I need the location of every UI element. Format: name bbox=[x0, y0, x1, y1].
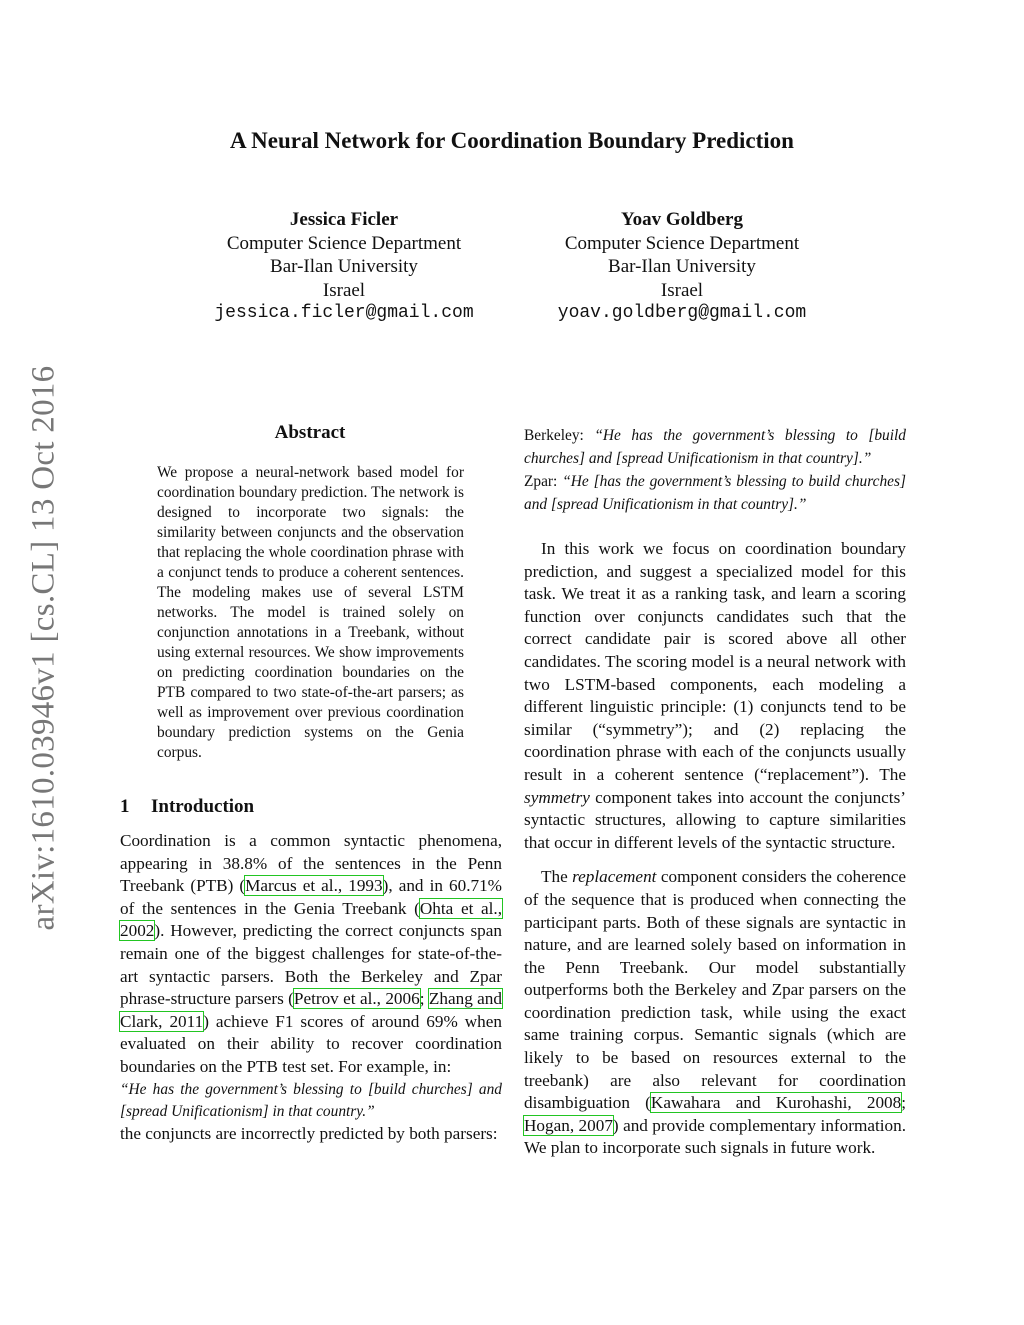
body-paragraph bbox=[524, 866, 906, 1160]
author-email: jessica.ficler@gmail.com bbox=[214, 303, 474, 323]
parser-examples bbox=[524, 424, 906, 516]
author-country: Israel bbox=[322, 279, 366, 301]
arxiv-identifier: arXiv:1610.03946v1 [cs.CL] 13 Oct 2016 bbox=[25, 365, 62, 931]
right-column-body bbox=[524, 538, 906, 1160]
text-run: component considers the coherence of the sequence that is produced when connecting the participant parts. Both of these signals are syntactic in nature, and are learned solely based on information in the Penn Treebank. Our model substantially outperforms both the Berkeley and Zpar parsers on the coordination prediction task, while using the exact same training corpus. Semantic signals (which are likely to be based on resources external to the treebank) are also relevant for coordination disambiguation ( bbox=[524, 867, 906, 1113]
emphasis-term: replacement bbox=[572, 867, 657, 887]
emphasis-term: symmetry bbox=[524, 787, 590, 807]
text-run: ; bbox=[901, 1093, 907, 1113]
text-run: ). However, predicting the correct conjuncts span remain one of the biggest challenges for state-of-the-art syntactic parsers. Both the Berkeley and Zpar phrase-structure parsers ( bbox=[120, 921, 502, 1009]
text-run: ) and provide complementary information. We plan to incorporate such signals in future work. bbox=[524, 1115, 906, 1158]
example-sentence: “He has the government’s blessing to [build churches] and [spread Unificationism] in that country.” bbox=[120, 1080, 502, 1120]
abstract-text: We propose a neural-network based model for coordination boundary prediction. The network is designed to incorporate two signals: the similarity between conjuncts and the observation that replacing the whole coordination phrase with a conjunct tends to produce a coherent sentences. The modeling makes use of several LSTM networks. The model is trained solely on conjunction annotations in a Treebank, without using external resources. We show improvements on predicting coordination boundaries on the PTB compared to two state-of-the-art parsers; as well as improvement over previous coordination boundary prediction systems on the Genia corpus. bbox=[157, 464, 464, 761]
parser-example bbox=[524, 424, 906, 470]
citation-link[interactable]: Zhang and Clark, 2011 bbox=[120, 989, 502, 1031]
intro-paragraph bbox=[120, 830, 502, 1079]
text-run: ; bbox=[419, 989, 429, 1009]
parser-example bbox=[524, 470, 906, 516]
author-university: Bar-Ilan University bbox=[608, 256, 756, 277]
abstract-heading: Abstract bbox=[274, 422, 346, 443]
section-number: 1 bbox=[120, 796, 130, 817]
text-run: component takes into account the conjuncts’ syntactic structures, allowing to capture similarities that occur in different levels of the syntactic structure. bbox=[524, 787, 906, 852]
parser-label: Berkeley: bbox=[524, 427, 584, 444]
parser-output: “He [has the government’s blessing to build churches] and [spread Unificationism in that country].” bbox=[524, 473, 906, 513]
citation-link[interactable]: Hogan, 2007 bbox=[524, 1115, 613, 1135]
citation-link[interactable]: Petrov et al., 2006 bbox=[293, 989, 420, 1009]
parser-label: Zpar: bbox=[524, 473, 558, 490]
section-title: Introduction bbox=[151, 796, 255, 817]
paper-title: A Neural Network for Coordination Boundary Prediction bbox=[230, 128, 794, 153]
intro-paragraph-continued: the conjuncts are incorrectly predicted by both parsers: bbox=[120, 1123, 498, 1143]
author-name: Yoav Goldberg bbox=[621, 209, 743, 230]
text-run: The bbox=[541, 867, 573, 887]
author-country: Israel bbox=[660, 279, 704, 301]
text-run: ), and in 60.71% of the sentences in the Genia Treebank ( bbox=[120, 876, 503, 918]
text-run: In this work we focus on coordination boundary prediction, and suggest a specialized model for this task. We treat it as a ranking task, and learn a scoring function over conjuncts candidates such that the correct candidate pair is scored above all other candidates. The scoring model is a neural network with two LSTM-based components, each modeling a different linguistic principle: (1) conjuncts tend to be similar (“symmetry”); and (2) replacing the coordination phrase with each of the conjuncts usually result in a coherent sentence (“replacement”). The bbox=[524, 539, 906, 784]
author-name: Jessica Ficler bbox=[289, 209, 399, 230]
author-email: yoav.goldberg@gmail.com bbox=[557, 303, 807, 323]
author-department: Computer Science Department bbox=[564, 232, 800, 254]
body-paragraph bbox=[524, 538, 906, 854]
citation-link[interactable]: Kawahara and Kurohashi, 2008 bbox=[650, 1093, 902, 1113]
section-heading bbox=[120, 796, 500, 818]
author-block bbox=[154, 208, 534, 326]
author-department: Computer Science Department bbox=[226, 232, 462, 254]
citation-link[interactable]: Ohta et al., 2002 bbox=[120, 898, 502, 941]
text-run: ) achieve F1 scores of around 69% when evaluated on their ability to recover coordination boundaries on the PTB test set. For example, in: bbox=[120, 1011, 502, 1076]
left-column-body bbox=[120, 830, 502, 1145]
parser-output: “He has the government’s blessing to [build churches] and [spread Unificationism in that country].” bbox=[524, 427, 906, 467]
author-university: Bar-Ilan University bbox=[270, 256, 418, 277]
citation-link[interactable]: Marcus et al., 1993 bbox=[245, 876, 383, 896]
author-block bbox=[492, 208, 872, 326]
text-run: Coordination is a common syntactic phenomena, appearing in 38.8% of the sentences in the Penn Treebank (PTB) ( bbox=[120, 831, 502, 896]
